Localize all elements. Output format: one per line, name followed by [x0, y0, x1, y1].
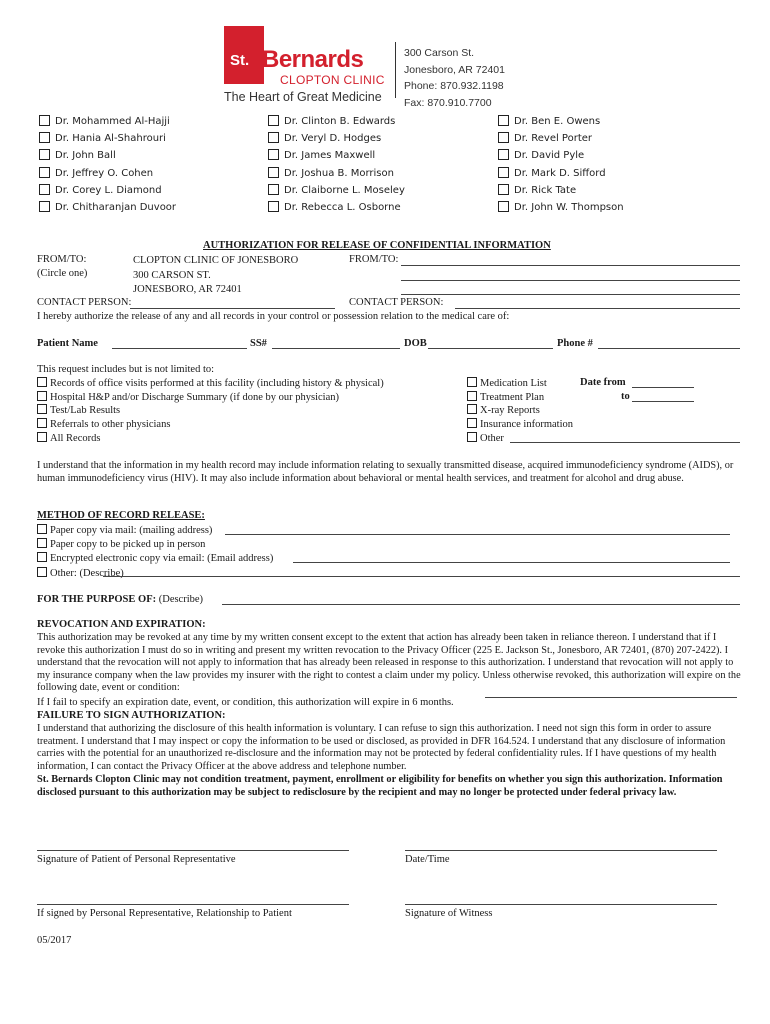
contact-person-label: CONTACT PERSON:	[37, 297, 132, 308]
contact-person-field-2[interactable]	[455, 308, 740, 309]
revocation-paragraph: This authorization may be revoked at any time by my written consent except to the extent that action has already been taken in reliance thereon. I understand that if I revoke this authorization I must do so in writing and present my written revocation to the Privacy Officer (225 E. Jackson St., Jonesboro, AR 72401, (870) 207-2422). I understand that the revocation will not apply to information that has already been released in response to this authorization. I understand that revocation will not apply to my insurance company when the law provides my insurer with the right to contest a claim under my policy. Unless otherwise revoked, this authorization will expire on the following date, event or condition:	[37, 632, 741, 694]
from-to-label: FROM/TO:	[37, 254, 87, 265]
revision-date: 05/2017	[37, 935, 72, 946]
release-method-label: Other: (Describe)	[50, 567, 124, 579]
record-type-label: Records of office visits performed at this facility (including history & physical)	[50, 378, 384, 389]
record-type-label: Test/Lab Results	[50, 405, 121, 417]
doctor-item	[498, 167, 606, 179]
patient-signature-label: Signature of Patient of Personal Representative	[37, 854, 236, 865]
doctor-item	[268, 115, 395, 127]
doctor-item	[39, 184, 162, 196]
relationship-label: If signed by Personal Representative, Relationship to Patient	[37, 908, 292, 919]
address-line: Phone: 870.932.1198	[404, 80, 504, 92]
release-method-checkbox[interactable]	[37, 524, 47, 534]
doctor-name: Dr. Mohammed Al-Hajji	[55, 116, 170, 127]
doctor-name: Dr. Rebecca L. Osborne	[284, 202, 401, 213]
logo-st: St.	[230, 52, 250, 69]
doctor-item	[39, 201, 176, 213]
address-line: Fax: 870.910.7700	[404, 96, 492, 109]
record-type-item	[37, 377, 384, 389]
doctor-name: Dr. Ben E. Owens	[514, 116, 601, 127]
record-extra-label: Treatment Plan	[480, 391, 545, 403]
doctor-checkbox[interactable]	[268, 167, 279, 178]
logo-name: Bernards	[262, 46, 364, 73]
record-extra-label: X-ray Reports	[480, 405, 540, 417]
record-extra-checkbox[interactable]	[467, 391, 477, 401]
doctor-checkbox[interactable]	[268, 115, 279, 126]
doctor-name: Dr. Clinton B. Edwards	[284, 116, 396, 127]
mailing-address-field[interactable]	[225, 534, 730, 535]
doctor-checkbox[interactable]	[268, 201, 279, 212]
logo-tagline: The Heart of Great Medicine	[224, 90, 382, 104]
clinic-address-block	[133, 254, 298, 298]
release-method-item	[37, 538, 205, 550]
record-type-checkbox[interactable]	[37, 432, 47, 442]
doctor-name: Dr. Corey L. Diamond	[55, 184, 162, 196]
doctor-name: Dr. Joshua B. Morrison	[284, 167, 394, 179]
doctor-item	[498, 149, 584, 161]
address-line: 300 Carson St.	[404, 47, 475, 59]
record-extra-item	[467, 418, 573, 430]
circle-one-label: (Circle one)	[37, 268, 88, 279]
record-type-checkbox[interactable]	[37, 404, 47, 414]
doctor-name: Dr. John Ball	[55, 150, 116, 162]
doctor-checkbox[interactable]	[498, 201, 509, 212]
doctor-item	[498, 184, 576, 196]
purpose-describe: (Describe)	[158, 594, 204, 605]
from-to-field-line-2[interactable]	[401, 280, 740, 281]
patient-name-label: Patient Name	[37, 338, 98, 349]
record-type-checkbox[interactable]	[37, 391, 47, 401]
doctor-checkbox[interactable]	[498, 115, 509, 126]
record-extra-checkbox[interactable]	[467, 404, 477, 414]
doctor-checkbox[interactable]	[498, 184, 509, 195]
contact-person-label-2: CONTACT PERSON:	[349, 297, 444, 308]
doctor-checkbox[interactable]	[39, 149, 50, 160]
clinic-line: CLOPTON CLINIC OF JONESBORO	[133, 255, 299, 266]
email-address-field[interactable]	[293, 562, 730, 563]
understand-paragraph: I understand that the information in my health record may include information relating to sexually transmitted disease, acquired immunodeficiency syndrome (AIDS), or human immunodeficiency virus (HIV). It may also include information about behavioral or mental health services, and treatment for alcohol and drug abuse.	[37, 460, 734, 484]
phone-field[interactable]	[598, 348, 740, 349]
doctor-name: Dr. Veryl D. Hodges	[284, 133, 382, 145]
expiration-field[interactable]	[485, 697, 737, 698]
date-time-line[interactable]	[405, 850, 717, 851]
date-from-label: Date from	[580, 377, 626, 388]
release-method-label: Encrypted electronic copy via email: (Email address)	[50, 553, 274, 565]
doctor-item	[498, 115, 600, 127]
record-type-checkbox[interactable]	[37, 377, 47, 387]
doctor-item	[268, 132, 381, 144]
purpose-field[interactable]	[222, 604, 740, 605]
doctor-checkbox[interactable]	[268, 184, 279, 195]
revocation-title: REVOCATION AND EXPIRATION:	[37, 619, 206, 630]
doctor-item	[268, 184, 405, 196]
date-to-field[interactable]	[632, 401, 694, 402]
record-type-label: Referrals to other physicians	[50, 419, 171, 431]
doctor-name: Dr. Jeffrey O. Cohen	[55, 167, 154, 179]
doctor-item	[268, 167, 394, 179]
record-type-item	[37, 432, 100, 444]
patient-name-field[interactable]	[112, 348, 247, 349]
clinic-line: JONESBORO, AR 72401	[133, 284, 242, 295]
doctor-checkbox[interactable]	[39, 184, 50, 195]
doctor-name: Dr. Rick Tate	[514, 184, 577, 196]
doctor-checkbox[interactable]	[498, 167, 509, 178]
authorize-statement: I hereby authorize the release of any and all records in your control or possession relation to the medical care of:	[37, 311, 510, 322]
bold-statement: St. Bernards Clopton Clinic may not condition treatment, payment, enrollment or eligibility for benefits on whether you sign this authorization. Information disclosed pursuant to this authorization may be subject to redisclosure by the recipient and may no longer be protected under federal privacy law.	[37, 774, 723, 798]
doctor-name: Dr. David Pyle	[514, 150, 585, 162]
includes-intro: This request includes but is not limited to:	[37, 364, 215, 375]
release-method-checkbox[interactable]	[37, 538, 47, 548]
doctor-name: Dr. Hania Al-Shahrouri	[55, 133, 166, 145]
release-method-item	[37, 552, 273, 564]
date-time-label: Date/Time	[405, 854, 450, 865]
purpose-label: FOR THE PURPOSE OF:	[37, 594, 157, 605]
doctor-checkbox[interactable]	[39, 167, 50, 178]
record-extra-item	[467, 377, 547, 389]
contact-person-field[interactable]	[130, 308, 335, 309]
date-to-label: to	[621, 391, 630, 402]
record-extra-item	[467, 404, 540, 416]
doctor-checkbox[interactable]	[268, 149, 279, 160]
date-from-field[interactable]	[632, 387, 694, 388]
doctor-name: Dr. Claiborne L. Moseley	[284, 184, 405, 196]
revocation-fail-text: If I fail to specify an expiration date, event, or condition, this authorization will expire in 6 months.	[37, 697, 454, 708]
record-type-label: All Records	[50, 432, 101, 444]
logo-clinic: CLOPTON CLINIC	[280, 73, 385, 87]
other-describe-field[interactable]	[103, 576, 740, 577]
record-extra-label: Other	[480, 432, 504, 444]
failure-title: FAILURE TO SIGN AUTHORIZATION:	[37, 710, 226, 721]
doctor-checkbox[interactable]	[39, 132, 50, 143]
record-extra-checkbox[interactable]	[467, 377, 477, 387]
ss-label: SS#	[250, 338, 267, 349]
address-line: Jonesboro, AR 72401	[404, 63, 505, 76]
doctor-checkbox[interactable]	[39, 115, 50, 126]
record-extra-label: Insurance information	[480, 419, 574, 431]
relationship-line[interactable]	[37, 904, 349, 905]
doctor-item	[268, 149, 375, 161]
dob-label: DOB	[404, 338, 427, 349]
doctor-name: Dr. Chitharanjan Duvoor	[55, 202, 177, 213]
doctor-name: Dr. Revel Porter	[514, 133, 593, 145]
doctor-item	[498, 132, 592, 144]
header-divider	[395, 42, 396, 98]
record-type-item	[37, 404, 120, 416]
ss-field[interactable]	[272, 348, 400, 349]
release-method-checkbox[interactable]	[37, 567, 47, 577]
doctor-checkbox[interactable]	[268, 132, 279, 143]
doctor-checkbox[interactable]	[498, 149, 509, 160]
form-title: AUTHORIZATION FOR RELEASE OF CONFIDENTIAL INFORMATION	[203, 240, 551, 251]
doctor-name: Dr. John W. Thompson	[514, 202, 624, 213]
release-method-label: Paper copy via mail: (mailing address)	[50, 525, 213, 536]
release-method-label: Paper copy to be picked up in person	[50, 539, 206, 551]
witness-signature-line[interactable]	[405, 904, 717, 905]
failure-paragraph: I understand that authorizing the disclosure of this health information is voluntary. I can refuse to sign this authorization. I need not sign this form in order to assure treatment. I understand that I may inspect or copy the information to be used or disclosed, as provided in DFR 164.524. I understand that any disclosure of information carries with the potential for an unauthorized re-disclosure and the information may not be protected by federal confidentiality rules. If I have questions of my health information, I can contact the Privacy Officer at the above address and telephone number.	[37, 723, 726, 772]
clinic-line: 300 CARSON ST.	[133, 269, 211, 281]
record-extra-item	[467, 432, 504, 444]
record-extra-item	[467, 391, 544, 403]
doctor-name: Dr. James Maxwell	[284, 150, 376, 162]
from-to-field-line-1[interactable]	[401, 265, 740, 266]
record-extra-label: Medication List	[480, 378, 547, 389]
doctor-item	[498, 201, 624, 213]
witness-signature-label: Signature of Witness	[405, 908, 493, 919]
doctor-item	[268, 201, 401, 213]
record-extra-checkbox[interactable]	[467, 418, 477, 428]
doctor-item	[39, 149, 116, 161]
doctor-checkbox[interactable]	[498, 132, 509, 143]
release-method-item	[37, 524, 212, 536]
other-field[interactable]	[510, 442, 740, 443]
doctor-item	[39, 167, 153, 179]
clinic-address	[404, 45, 505, 111]
record-type-item	[37, 391, 339, 403]
record-type-checkbox[interactable]	[37, 418, 47, 428]
doctor-item	[39, 115, 170, 127]
method-title: METHOD OF RECORD RELEASE:	[37, 510, 205, 521]
doctor-checkbox[interactable]	[39, 201, 50, 212]
clinic-logo	[224, 26, 392, 106]
doctor-name: Dr. Mark D. Sifford	[514, 167, 606, 179]
record-type-item	[37, 418, 170, 430]
from-to-field-line-3[interactable]	[401, 294, 740, 295]
doctor-item	[39, 132, 166, 144]
release-method-checkbox[interactable]	[37, 552, 47, 562]
patient-signature-line[interactable]	[37, 850, 349, 851]
dob-field[interactable]	[428, 348, 553, 349]
record-type-label: Hospital H&P and/or Discharge Summary (if done by our physician)	[50, 391, 339, 403]
phone-label: Phone #	[557, 338, 593, 349]
record-extra-checkbox[interactable]	[467, 432, 477, 442]
from-to-label-2: FROM/TO:	[349, 254, 399, 265]
